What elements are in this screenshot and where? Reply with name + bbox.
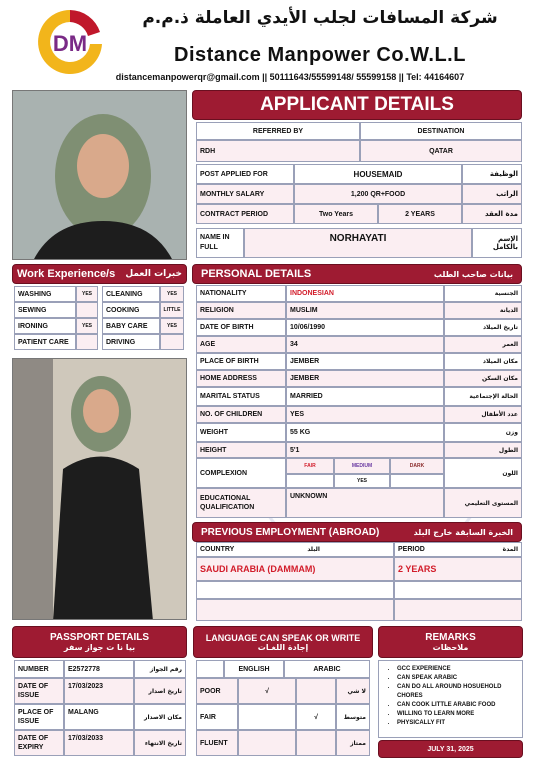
previous-employment-header: [192, 522, 522, 542]
name-value: NORHAYATI: [244, 228, 472, 258]
company-logo: [34, 6, 106, 78]
remarks-title-ar: ملاحظات: [432, 643, 469, 652]
country-label-ar: البلد: [307, 546, 320, 553]
remarks-header: [378, 626, 523, 658]
passport-label-ar: رقم الجواز: [134, 660, 186, 678]
personal-label: RELIGION: [196, 302, 286, 319]
skill-label: WASHING: [14, 286, 76, 302]
language-english-header: ENGLISH: [224, 660, 284, 678]
post-label: POST APPLIED FOR: [196, 164, 294, 184]
skill-value: [160, 334, 184, 350]
contract-value: Two Years: [294, 204, 378, 224]
remarks-title: REMARKS: [425, 632, 476, 643]
remark-item: • PHYSICALLY FIT: [397, 719, 518, 728]
name-label: NAME IN FULL: [196, 228, 244, 258]
passport-value: MALANG: [64, 704, 134, 730]
period-label-ar: المدة: [502, 546, 518, 553]
referred-by-value: RDH: [196, 140, 360, 162]
previous-employment-title-ar: الخبرة السابقة خارج البلد: [413, 527, 513, 537]
logo-icon: [34, 6, 106, 78]
previous-blank-row: [196, 599, 394, 621]
personal-value: 10/06/1990: [286, 319, 444, 336]
language-english-mark: [238, 704, 296, 730]
previous-country-value: SAUDI ARABIA (DAMMAM): [196, 557, 394, 581]
personal-label: NATIONALITY: [196, 285, 286, 302]
personal-label-ar: الجنسية: [444, 285, 522, 302]
previous-period-value: 2 YEARS: [394, 557, 522, 581]
destination-label: DESTINATION: [360, 122, 522, 140]
personal-label: MARITAL STATUS: [196, 387, 286, 406]
skill-value: YES: [160, 318, 184, 334]
passport-details-header: [12, 626, 187, 658]
contract-label-ar: مدة العقد: [462, 204, 522, 224]
work-experience-title: Work Experience/s: [17, 268, 116, 280]
passport-label-ar: تاريخ اصدار: [134, 678, 186, 704]
language-arabic-mark: [296, 678, 336, 704]
period-label: PERIOD: [398, 546, 425, 553]
personal-value: JEMBER: [286, 353, 444, 370]
passport-label: NUMBER: [14, 660, 64, 678]
skill-label: SEWING: [14, 302, 76, 318]
post-label-ar: الوظيفة: [462, 164, 522, 184]
contract-value-years: 2 YEARS: [378, 204, 462, 224]
personal-label-ar: الحالة الإجتماعية: [444, 387, 522, 406]
language-english-mark: [238, 730, 296, 756]
salary-label: MONTHLY SALARY: [196, 184, 294, 204]
personal-details-title: PERSONAL DETAILS: [201, 268, 312, 280]
language-level-ar: متوسط: [336, 704, 370, 730]
complexion-mark: YES: [334, 474, 390, 488]
personal-label-ar: وزن: [444, 423, 522, 442]
name-label-ar: الإسم بالكامل: [472, 228, 522, 258]
personal-label-ar: العمر: [444, 336, 522, 353]
personal-value: YES: [286, 406, 444, 423]
passport-value: E2572778: [64, 660, 134, 678]
remarks-list: [379, 661, 522, 728]
complexion-blank: [286, 474, 334, 488]
language-level-label: FAIR: [196, 704, 238, 730]
passport-label-ar: تاريخ الانتهاء: [134, 730, 186, 756]
country-label-row: [196, 542, 394, 557]
svg-text:DM: DM: [52, 31, 88, 56]
personal-label: HOME ADDRESS: [196, 370, 286, 387]
complexion-option-fair: FAIR: [286, 458, 334, 474]
post-value: HOUSEMAID: [294, 164, 462, 184]
personal-value: INDONESIAN: [286, 285, 444, 302]
education-label-ar: المستوى التعليمي: [444, 488, 522, 518]
personal-label-ar: مكان السكن: [444, 370, 522, 387]
personal-value: 5'1: [286, 442, 444, 458]
education-value: UNKNOWN: [286, 488, 444, 518]
language-title-ar: إجادة اللغـات: [257, 642, 309, 652]
language-level-ar: لا شي: [336, 678, 370, 704]
remark-item: • GCC EXPERIENCE: [397, 665, 518, 674]
language-level-label: FLUENT: [196, 730, 238, 756]
personal-label: AGE: [196, 336, 286, 353]
education-label: EDUCATIONAL QUALIFICATION: [196, 488, 286, 518]
salary-label-ar: الراتب: [462, 184, 522, 204]
personal-label: WEIGHT: [196, 423, 286, 442]
previous-blank-row: [394, 599, 522, 621]
complexion-option-dark: DARK: [390, 458, 444, 474]
previous-blank-row: [196, 581, 394, 599]
language-arabic-header: ARABIC: [284, 660, 370, 678]
passport-details-title: PASSPORT DETAILS: [49, 632, 150, 643]
applicant-photo-portrait: [12, 90, 187, 260]
contact-line: distancemanpowerqr@gmail.com || 50111643/55599148/ 55599158 || Tel: 44164607: [115, 72, 465, 82]
passport-label: PLACE OF ISSUE: [14, 704, 64, 730]
passport-value: 17/03/2023: [64, 678, 134, 704]
personal-details-title-ar: بيانات صاحب الطلب: [433, 269, 513, 279]
passport-value: 17/03/2033: [64, 730, 134, 756]
country-label: COUNTRY: [200, 546, 235, 553]
company-name-ar: شركة المسافات لجلب الأيدي العاملة ذ.م.م: [142, 8, 498, 28]
remarks-box: [378, 660, 523, 738]
personal-value: JEMBER: [286, 370, 444, 387]
skill-value: LITTLE: [160, 302, 184, 318]
personal-label: NO. OF CHILDREN: [196, 406, 286, 423]
complexion-label: COMPLEXION: [196, 458, 286, 488]
skill-value: [76, 302, 98, 318]
complexion-option-medium: MEDIUM: [334, 458, 390, 474]
complexion-label-ar: اللون: [444, 458, 522, 488]
skill-label: COOKING: [102, 302, 160, 318]
passport-label: DATE OF ISSUE: [14, 678, 64, 704]
skill-label: IRONING: [14, 318, 76, 334]
language-title: LANGUAGE CAN SPEAK OR WRITE: [205, 632, 361, 643]
remark-item: • CAN DO ALL AROUND HOSUEHOLD CHORES: [397, 683, 518, 701]
work-experience-header: [12, 264, 187, 284]
referred-by-label: REFERRED BY: [196, 122, 360, 140]
skill-value: YES: [160, 286, 184, 302]
skill-value: YES: [76, 286, 98, 302]
period-label-row: [394, 542, 522, 557]
applicant-photo-full-body: [12, 358, 187, 620]
remark-item: • CAN COOK LITTLE ARABIC FOOD: [397, 701, 518, 710]
language-level-label: POOR: [196, 678, 238, 704]
remark-item: • CAN SPEAK ARABIC: [397, 674, 518, 683]
work-experience-title-ar: خبرات العمل: [125, 269, 182, 279]
skill-label: BABY CARE: [102, 318, 160, 334]
skill-value: YES: [76, 318, 98, 334]
personal-value: MUSLIM: [286, 302, 444, 319]
personal-label-ar: عدد الأطفال: [444, 406, 522, 423]
personal-value: 55 KG: [286, 423, 444, 442]
language-arabic-mark: [296, 730, 336, 756]
personal-value: 34: [286, 336, 444, 353]
personal-label: PLACE OF BIRTH: [196, 353, 286, 370]
personal-value: MARRIED: [286, 387, 444, 406]
skill-label: CLEANING: [102, 286, 160, 302]
previous-blank-row: [394, 581, 522, 599]
personal-label-ar: الديانة: [444, 302, 522, 319]
personal-label-ar: الطول: [444, 442, 522, 458]
language-english-mark: √: [238, 678, 296, 704]
skill-label: DRIVING: [102, 334, 160, 350]
passport-label-ar: مكان الاصدار: [134, 704, 186, 730]
passport-details-title-ar: بيا نا ت جواز سفر: [63, 643, 136, 652]
skill-label: PATIENT CARE: [14, 334, 76, 350]
personal-details-header: [192, 264, 522, 284]
skill-value: [76, 334, 98, 350]
language-header: [193, 626, 373, 658]
contract-label: CONTRACT PERIOD: [196, 204, 294, 224]
previous-employment-title: PREVIOUS EMPLOYMENT (ABROAD): [201, 526, 380, 538]
company-name-en: Distance Manpower Co.W.L.L: [174, 44, 466, 66]
salary-value: 1,200 QR+FOOD: [294, 184, 462, 204]
remark-item: • WILLING TO LEARN MORE: [397, 710, 518, 719]
document-date: JULY 31, 2025: [378, 740, 523, 758]
language-arabic-mark: √: [296, 704, 336, 730]
destination-value: QATAR: [360, 140, 522, 162]
personal-label: HEIGHT: [196, 442, 286, 458]
passport-label: DATE OF EXPIRY: [14, 730, 64, 756]
personal-label-ar: مكان الميلاد: [444, 353, 522, 370]
personal-label: DATE OF BIRTH: [196, 319, 286, 336]
language-level-ar: ممتاز: [336, 730, 370, 756]
language-corner: [196, 660, 224, 678]
personal-label-ar: تاريخ الميلاد: [444, 319, 522, 336]
complexion-blank: [390, 474, 444, 488]
page-title: APPLICANT DETAILS: [192, 90, 522, 120]
